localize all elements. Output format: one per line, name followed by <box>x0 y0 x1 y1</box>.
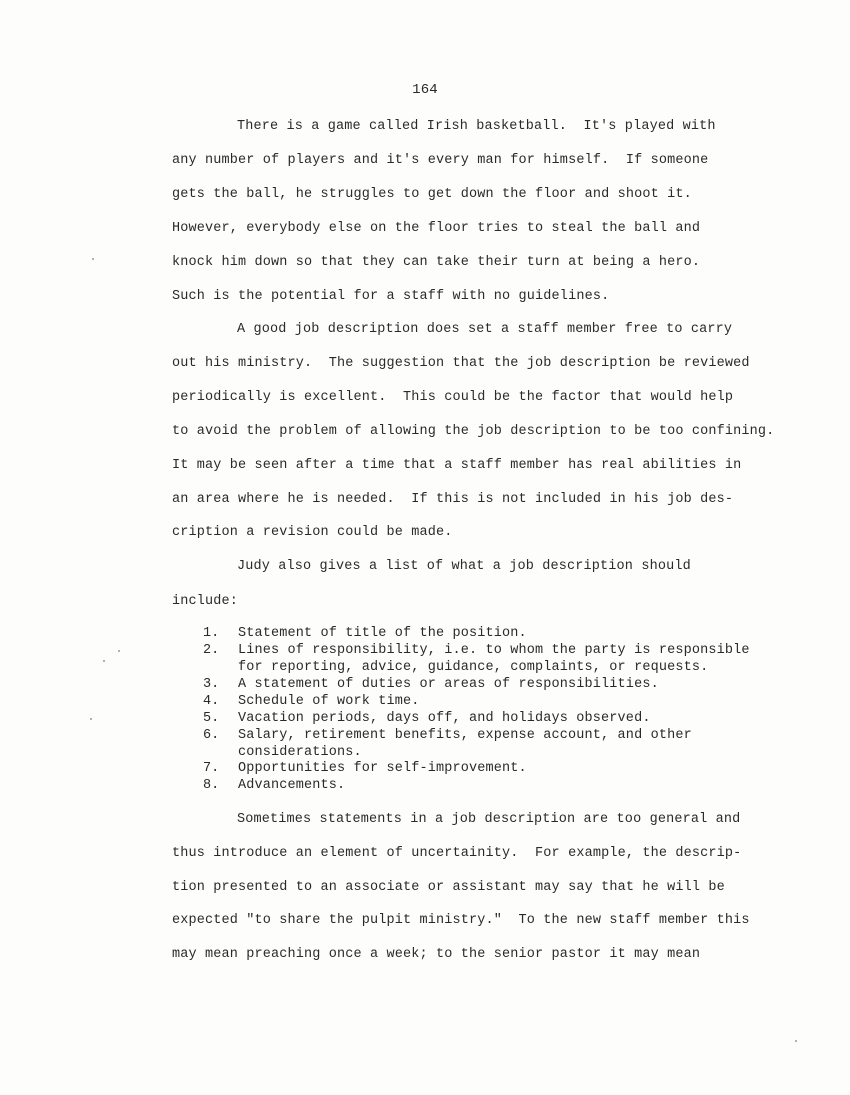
list-item-number: 8. <box>203 778 220 793</box>
list-item-text: Vacation periods, days off, and holidays observed. <box>238 711 651 726</box>
text-line: Such is the potential for a staff with no guidelines. <box>172 289 610 304</box>
list-item-text: Salary, retirement benefits, expense account, and other <box>238 728 692 743</box>
list-item-text: Lines of responsibility, i.e. to whom the party is responsible <box>238 643 750 658</box>
list-item-number: 6. <box>203 728 220 743</box>
list-item-text: Statement of title of the position. <box>238 626 527 641</box>
scan-speck <box>118 650 120 652</box>
text-line: tion presented to an associate or assistant may say that he will be <box>172 880 725 895</box>
text-line: thus introduce an element of uncertainity. For example, the descrip- <box>172 846 742 861</box>
text-line: periodically is excellent. This could be the factor that would help <box>172 390 734 405</box>
list-item-number: 5. <box>203 711 220 726</box>
scan-speck <box>90 718 92 720</box>
list-item-text: Schedule of work time. <box>238 694 420 709</box>
scan-speck <box>103 660 105 662</box>
list-item-text: for reporting, advice, guidance, complaints, or requests. <box>238 660 709 675</box>
text-line: Judy also gives a list of what a job description should <box>237 559 691 574</box>
text-line: expected "to share the pulpit ministry." To the new staff member this <box>172 913 750 928</box>
text-line: There is a game called Irish basketball. It's played with <box>237 119 716 134</box>
text-line: to avoid the problem of allowing the job description to be too confining. <box>172 424 775 439</box>
text-line: out his ministry. The suggestion that the job description be reviewed <box>172 356 750 371</box>
page-number: 164 <box>412 82 438 98</box>
list-item-number: 7. <box>203 761 220 776</box>
text-line: cription a revision could be made. <box>172 525 453 540</box>
text-line: an area where he is needed. If this is not included in his job des- <box>172 492 734 507</box>
text-line: It may be seen after a time that a staff member has real abilities in <box>172 458 742 473</box>
list-item-text: A statement of duties or areas of responsibilities. <box>238 677 659 692</box>
scan-speck <box>92 258 94 260</box>
list-item-text: Opportunities for self-improvement. <box>238 761 527 776</box>
list-item-text: considerations. <box>238 745 362 760</box>
list-item-number: 1. <box>203 626 220 641</box>
text-line: gets the ball, he struggles to get down the floor and shoot it. <box>172 187 692 202</box>
list-item-number: 4. <box>203 694 220 709</box>
list-item-number: 3. <box>203 677 220 692</box>
text-line: However, everybody else on the floor tries to steal the ball and <box>172 221 701 236</box>
text-line: may mean preaching once a week; to the senior pastor it may mean <box>172 947 701 962</box>
text-line: include: <box>172 594 239 609</box>
text-line: A good job description does set a staff member free to carry <box>237 322 733 337</box>
text-line: knock him down so that they can take their turn at being a hero. <box>172 255 701 270</box>
text-line: Sometimes statements in a job description are too general and <box>237 812 741 827</box>
list-item-text: Advancements. <box>238 778 346 793</box>
scan-speck <box>795 1040 797 1042</box>
list-item-number: 2. <box>203 643 220 658</box>
text-line: any number of players and it's every man for himself. If someone <box>172 153 709 168</box>
